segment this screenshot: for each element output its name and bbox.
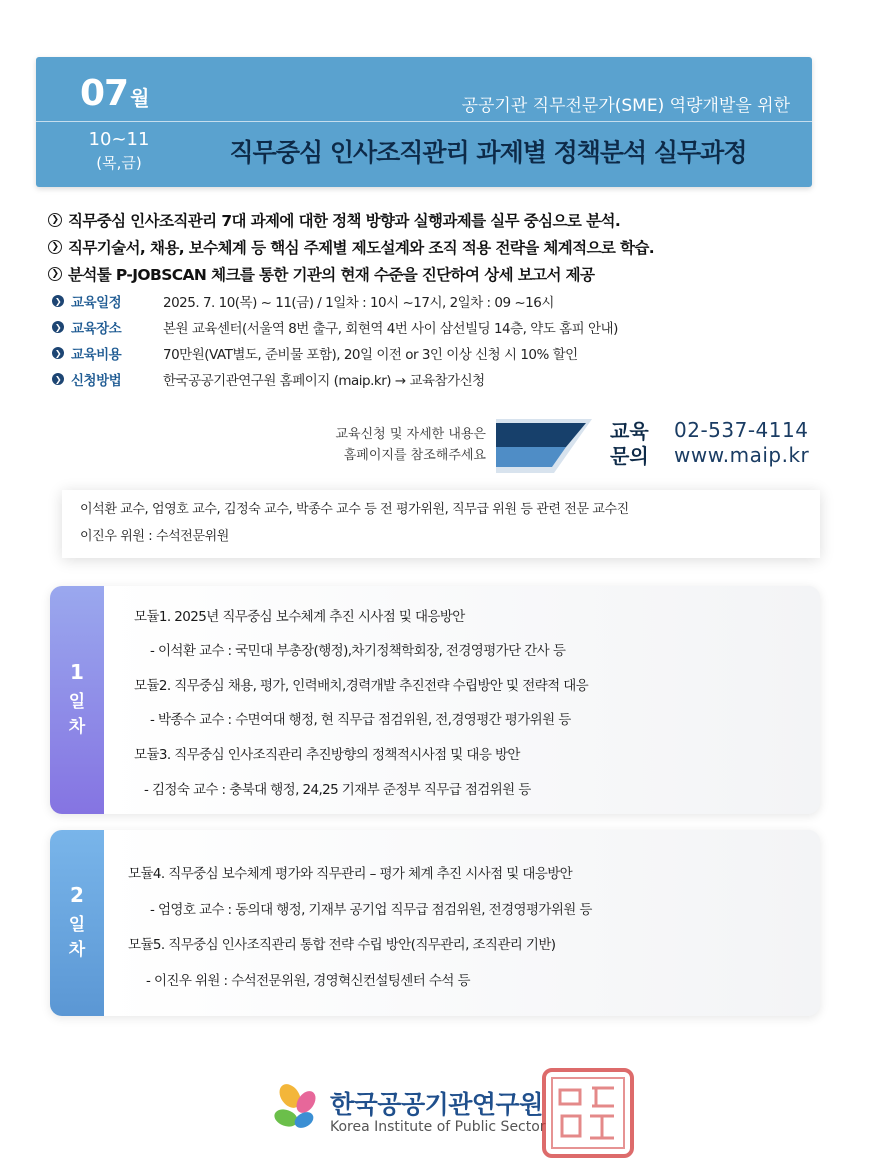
day2-body bbox=[104, 830, 820, 1016]
course-summary bbox=[48, 206, 828, 287]
month: 07 월 bbox=[80, 73, 149, 114]
bullet-arrow-icon: ❯ bbox=[52, 321, 64, 333]
info-value: 한국공공기관연구원 홈페이지 (maip.kr) → 교육참가신청 bbox=[163, 373, 485, 389]
info-label: 신청방법 bbox=[71, 373, 122, 389]
module-title: 모듈3. 직무중심 인사조직관리 추진방향의 정책적시사점 및 대응 방안 bbox=[134, 747, 520, 763]
module-title: 모듈1. 2025년 직무중심 보수체계 추진 시사점 및 대응방안 bbox=[134, 609, 465, 625]
institute-name-english: Korea Institute of Public Sector bbox=[330, 1119, 546, 1135]
module-title: 모듈2. 직무중심 채용, 평가, 인력배치,경력개발 추진전략 수립방안 및 전략적 대응 bbox=[134, 678, 589, 694]
instructors-line: 이진우 위원 : 수석전문위원 bbox=[80, 529, 229, 544]
circle-arrow-icon: ❯ bbox=[48, 267, 62, 281]
course-title: 직무중심 인사조직관리 과제별 정책분석 실무과정 bbox=[229, 138, 747, 167]
course-info bbox=[52, 288, 832, 392]
module-title: 모듈4. 직무중심 보수체계 평가와 직무관리 – 평가 체계 추진 시사점 및 대응방안 bbox=[128, 866, 573, 882]
date-range: 10~11 bbox=[88, 129, 150, 150]
summary-item: ❯ 분석툴 P-JOBSCAN 체크를 통한 기관의 현재 수준을 진단하여 상세 보고서 제공 bbox=[48, 260, 828, 287]
contact-stripe-graphic bbox=[494, 417, 594, 475]
circle-arrow-icon: ❯ bbox=[48, 213, 62, 227]
info-value: 본원 교육센터(서울역 8번 출구, 회현역 4번 사이 삼선빌딩 14층, 약도 홈피 안내) bbox=[163, 321, 618, 337]
bullet-arrow-icon: ❯ bbox=[52, 295, 64, 307]
info-row-location bbox=[52, 314, 832, 340]
module-instructor: - 김정숙 교수 : 충북대 행정, 24,25 기재부 준정부 직무급 점검위원 등 bbox=[144, 782, 531, 798]
circle-arrow-icon: ❯ bbox=[48, 240, 62, 254]
contact-label: 교육 문의 bbox=[610, 419, 649, 468]
institute-logo-icon bbox=[264, 1078, 324, 1138]
month-unit: 월 bbox=[130, 86, 149, 110]
course-subtitle: 공공기관 직무전문가(SME) 역량개발을 위한 bbox=[461, 96, 790, 116]
contact-values bbox=[674, 418, 809, 468]
day-number: 1 bbox=[70, 660, 84, 684]
module-instructor: - 이석환 교수 : 국민대 부총장(행정),차기정책학회장, 전경영평가단 간사 등 bbox=[150, 643, 566, 659]
contact-note: 교육신청 및 자세한 내용은 홈페이지를 참조해주세요 bbox=[335, 427, 486, 463]
institute-name: 한국공공기관연구원 bbox=[330, 1090, 543, 1119]
website-link[interactable]: www.maip.kr bbox=[674, 443, 810, 467]
module-instructor: - 박종수 교수 : 수면여대 행정, 현 직무급 점검위원, 전,경영평간 평가위원 등 bbox=[150, 712, 571, 728]
instructors-line: 이석환 교수, 엄영호 교수, 김정숙 교수, 박종수 교수 등 전 평가위원, 직무급 위원 등 관련 전문 교수진 bbox=[80, 502, 629, 517]
module-title: 모듈5. 직무중심 인사조직관리 통합 전략 수립 방안(직무관리, 조직관리 기반) bbox=[128, 937, 556, 953]
course-dates bbox=[82, 129, 156, 173]
info-label: 교육비용 bbox=[71, 347, 122, 363]
date-weekdays: (목,금) bbox=[96, 154, 142, 172]
summary-item: ❯ 직무기술서, 채용, 보수체계 등 핵심 주제별 제도설계와 조직 적용 전략을 체계적으로 학습. bbox=[48, 233, 828, 260]
info-label: 교육장소 bbox=[71, 321, 122, 337]
info-value: 70만원(VAT별도, 준비물 포함), 20일 이전 or 3인 이상 신청 시 10% 할인 bbox=[163, 347, 578, 363]
bullet-arrow-icon: ❯ bbox=[52, 347, 64, 359]
day2-panel bbox=[50, 830, 820, 1016]
summary-item: ❯ 직무중심 인사조직관리 7대 과제에 대한 정책 방향과 실행과제를 실무 중심으로 분석. bbox=[48, 206, 828, 233]
info-row-schedule bbox=[52, 288, 832, 314]
bullet-arrow-icon: ❯ bbox=[52, 373, 64, 385]
info-value: 2025. 7. 10(목) ~ 11(금) / 1일차 : 10시 ~17시, 2일차 : 09 ~16시 bbox=[163, 295, 554, 311]
day1-body bbox=[104, 586, 820, 814]
module-instructor: - 엄영호 교수 : 동의대 행정, 기재부 공기업 직무급 점검위원, 전경영평가위원 등 bbox=[150, 902, 592, 918]
banner-divider bbox=[36, 121, 812, 122]
official-seal-stamp bbox=[540, 1066, 636, 1160]
day2-side-label: 2 일 차 bbox=[50, 830, 104, 1016]
info-row-cost bbox=[52, 340, 832, 366]
info-label: 교육일정 bbox=[71, 295, 122, 311]
info-row-apply bbox=[52, 366, 832, 392]
day1-side-label: 1 일 차 bbox=[50, 586, 104, 814]
header-banner bbox=[36, 57, 812, 187]
day1-panel bbox=[50, 586, 820, 814]
phone-number[interactable]: 02-537-4114 bbox=[674, 418, 809, 442]
module-instructor: - 이진우 위원 : 수석전문위원, 경영혁신컨설팅센터 수석 등 bbox=[146, 973, 470, 989]
day-number: 2 bbox=[70, 883, 84, 907]
instructors-box bbox=[62, 490, 820, 558]
